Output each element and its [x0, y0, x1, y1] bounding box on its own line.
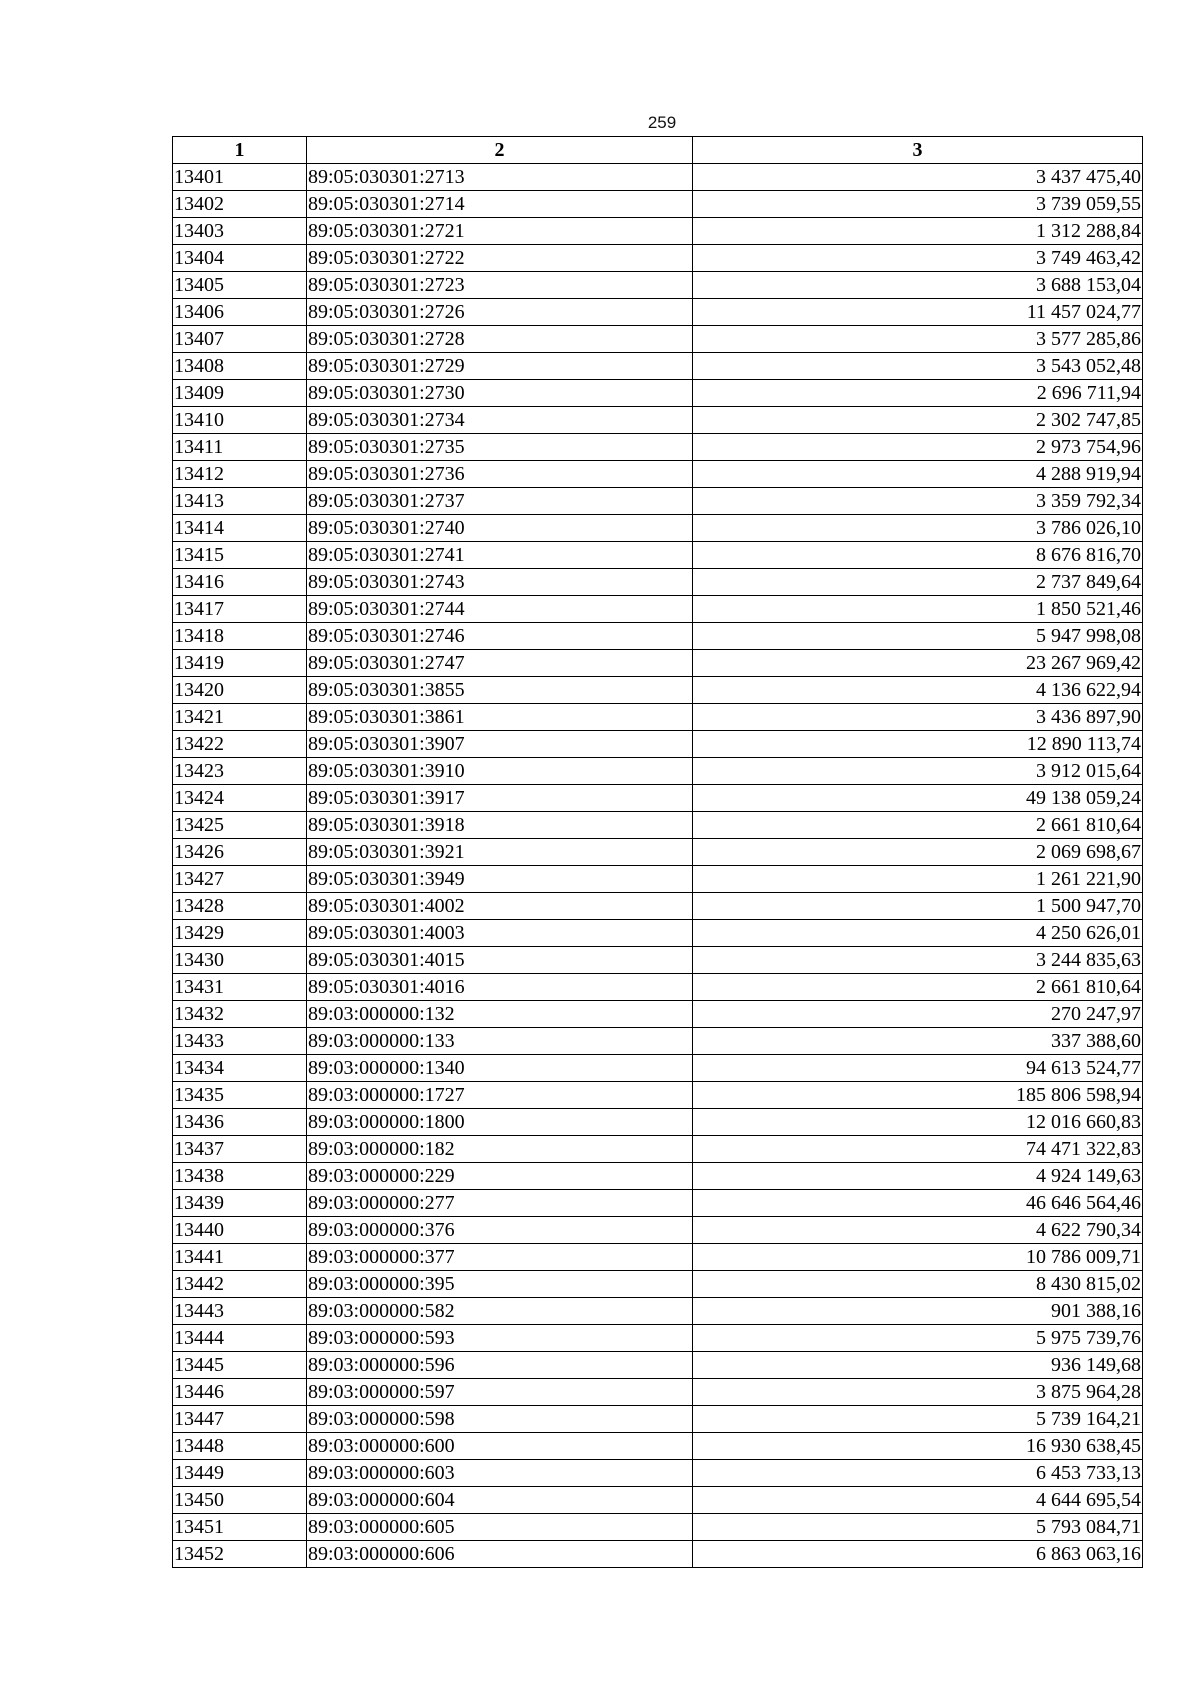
- cadastral-number-cell: 89:05:030301:2734: [307, 407, 693, 434]
- value-cell: 4 622 790,34: [693, 1217, 1143, 1244]
- table-row: [173, 353, 1143, 380]
- value-cell: 12 016 660,83: [693, 1109, 1143, 1136]
- table-row: [173, 407, 1143, 434]
- value-cell: 3 436 897,90: [693, 704, 1143, 731]
- row-number-cell: 13435: [173, 1082, 307, 1109]
- table-row: [173, 1244, 1143, 1271]
- table-row: [173, 1487, 1143, 1514]
- table-row: [173, 623, 1143, 650]
- cadastral-number-cell: 89:05:030301:3921: [307, 839, 693, 866]
- row-number-cell: 13451: [173, 1514, 307, 1541]
- cadastral-number-cell: 89:05:030301:2747: [307, 650, 693, 677]
- cadastral-number-cell: 89:03:000000:596: [307, 1352, 693, 1379]
- table-row: [173, 1136, 1143, 1163]
- table-row: [173, 704, 1143, 731]
- cadastral-number-cell: 89:05:030301:3949: [307, 866, 693, 893]
- value-cell: 3 543 052,48: [693, 353, 1143, 380]
- row-number-cell: 13434: [173, 1055, 307, 1082]
- table-row: [173, 542, 1143, 569]
- cadastral-number-cell: 89:05:030301:2746: [307, 623, 693, 650]
- value-cell: 3 739 059,55: [693, 191, 1143, 218]
- row-number-cell: 13429: [173, 920, 307, 947]
- cadastral-number-cell: 89:05:030301:2726: [307, 299, 693, 326]
- cadastral-number-cell: 89:03:000000:395: [307, 1271, 693, 1298]
- cadastral-number-cell: 89:05:030301:3855: [307, 677, 693, 704]
- row-number-cell: 13446: [173, 1379, 307, 1406]
- row-number-cell: 13444: [173, 1325, 307, 1352]
- row-number-cell: 13401: [173, 164, 307, 191]
- column-header-1: 1: [173, 137, 307, 164]
- cadastral-number-cell: 89:05:030301:2714: [307, 191, 693, 218]
- table-row: [173, 812, 1143, 839]
- table-row: [173, 1271, 1143, 1298]
- cadastral-number-cell: 89:03:000000:582: [307, 1298, 693, 1325]
- row-number-cell: 13418: [173, 623, 307, 650]
- value-cell: 2 661 810,64: [693, 974, 1143, 1001]
- value-cell: 337 388,60: [693, 1028, 1143, 1055]
- cadastral-number-cell: 89:05:030301:2723: [307, 272, 693, 299]
- value-cell: 5 793 084,71: [693, 1514, 1143, 1541]
- value-cell: 936 149,68: [693, 1352, 1143, 1379]
- cadastral-number-cell: 89:05:030301:4002: [307, 893, 693, 920]
- value-cell: 10 786 009,71: [693, 1244, 1143, 1271]
- value-cell: 3 244 835,63: [693, 947, 1143, 974]
- row-number-cell: 13411: [173, 434, 307, 461]
- table-row: [173, 245, 1143, 272]
- row-number-cell: 13449: [173, 1460, 307, 1487]
- value-cell: 5 739 164,21: [693, 1406, 1143, 1433]
- value-cell: 6 863 063,16: [693, 1541, 1143, 1568]
- cadastral-number-cell: 89:03:000000:1800: [307, 1109, 693, 1136]
- row-number-cell: 13423: [173, 758, 307, 785]
- value-cell: 3 688 153,04: [693, 272, 1143, 299]
- cadastral-number-cell: 89:03:000000:133: [307, 1028, 693, 1055]
- cadastral-number-cell: 89:03:000000:606: [307, 1541, 693, 1568]
- cadastral-number-cell: 89:05:030301:4015: [307, 947, 693, 974]
- table-row: [173, 299, 1143, 326]
- table-row: [173, 515, 1143, 542]
- row-number-cell: 13425: [173, 812, 307, 839]
- table-row: [173, 164, 1143, 191]
- row-number-cell: 13412: [173, 461, 307, 488]
- row-number-cell: 13436: [173, 1109, 307, 1136]
- cadastral-number-cell: 89:05:030301:2735: [307, 434, 693, 461]
- table-row: [173, 947, 1143, 974]
- value-cell: 2 737 849,64: [693, 569, 1143, 596]
- table-row: [173, 1109, 1143, 1136]
- row-number-cell: 13413: [173, 488, 307, 515]
- cadastral-number-cell: 89:05:030301:2721: [307, 218, 693, 245]
- table-row: [173, 677, 1143, 704]
- value-cell: 901 388,16: [693, 1298, 1143, 1325]
- table-row: [173, 1379, 1143, 1406]
- table-row: [173, 650, 1143, 677]
- value-cell: 3 912 015,64: [693, 758, 1143, 785]
- table-header-row: [173, 137, 1143, 164]
- row-number-cell: 13405: [173, 272, 307, 299]
- cadastral-number-cell: 89:03:000000:182: [307, 1136, 693, 1163]
- row-number-cell: 13402: [173, 191, 307, 218]
- table-row: [173, 434, 1143, 461]
- cadastral-number-cell: 89:03:000000:376: [307, 1217, 693, 1244]
- value-cell: 2 696 711,94: [693, 380, 1143, 407]
- row-number-cell: 13407: [173, 326, 307, 353]
- value-cell: 2 973 754,96: [693, 434, 1143, 461]
- cadastral-number-cell: 89:05:030301:2744: [307, 596, 693, 623]
- table-row: [173, 1433, 1143, 1460]
- cadastral-number-cell: 89:05:030301:2728: [307, 326, 693, 353]
- row-number-cell: 13442: [173, 1271, 307, 1298]
- row-number-cell: 13416: [173, 569, 307, 596]
- table-body: [173, 164, 1143, 1568]
- table-row: [173, 731, 1143, 758]
- value-cell: 1 500 947,70: [693, 893, 1143, 920]
- value-cell: 3 437 475,40: [693, 164, 1143, 191]
- cadastral-number-cell: 89:03:000000:593: [307, 1325, 693, 1352]
- row-number-cell: 13424: [173, 785, 307, 812]
- value-cell: 4 924 149,63: [693, 1163, 1143, 1190]
- value-cell: 4 136 622,94: [693, 677, 1143, 704]
- table-row: [173, 1163, 1143, 1190]
- table-row: [173, 1055, 1143, 1082]
- table-row: [173, 1190, 1143, 1217]
- value-cell: 5 947 998,08: [693, 623, 1143, 650]
- row-number-cell: 13431: [173, 974, 307, 1001]
- row-number-cell: 13445: [173, 1352, 307, 1379]
- row-number-cell: 13428: [173, 893, 307, 920]
- value-cell: 2 302 747,85: [693, 407, 1143, 434]
- row-number-cell: 13437: [173, 1136, 307, 1163]
- table-row: [173, 866, 1143, 893]
- cadastral-number-cell: 89:05:030301:3907: [307, 731, 693, 758]
- cadastral-number-cell: 89:05:030301:2722: [307, 245, 693, 272]
- page-number: 259: [647, 113, 677, 132]
- row-number-cell: 13450: [173, 1487, 307, 1514]
- table-row: [173, 785, 1143, 812]
- row-number-cell: 13419: [173, 650, 307, 677]
- row-number-cell: 13433: [173, 1028, 307, 1055]
- cadastral-number-cell: 89:05:030301:2741: [307, 542, 693, 569]
- table-row: [173, 1406, 1143, 1433]
- row-number-cell: 13422: [173, 731, 307, 758]
- row-number-cell: 13438: [173, 1163, 307, 1190]
- row-number-cell: 13410: [173, 407, 307, 434]
- value-cell: 5 975 739,76: [693, 1325, 1143, 1352]
- row-number-cell: 13443: [173, 1298, 307, 1325]
- cadastral-number-cell: 89:05:030301:2730: [307, 380, 693, 407]
- value-cell: 3 786 026,10: [693, 515, 1143, 542]
- value-cell: 23 267 969,42: [693, 650, 1143, 677]
- table-row: [173, 596, 1143, 623]
- row-number-cell: 13430: [173, 947, 307, 974]
- table-row: [173, 1541, 1143, 1568]
- cadastral-number-cell: 89:03:000000:604: [307, 1487, 693, 1514]
- cadastral-number-cell: 89:03:000000:598: [307, 1406, 693, 1433]
- row-number-cell: 13427: [173, 866, 307, 893]
- table-row: [173, 1514, 1143, 1541]
- table-row: [173, 488, 1143, 515]
- table-row: [173, 1460, 1143, 1487]
- value-cell: 4 288 919,94: [693, 461, 1143, 488]
- cadastral-number-cell: 89:05:030301:3918: [307, 812, 693, 839]
- value-cell: 2 661 810,64: [693, 812, 1143, 839]
- row-number-cell: 13409: [173, 380, 307, 407]
- row-number-cell: 13448: [173, 1433, 307, 1460]
- cadastral-number-cell: 89:03:000000:377: [307, 1244, 693, 1271]
- table-row: [173, 380, 1143, 407]
- row-number-cell: 13439: [173, 1190, 307, 1217]
- table-row: [173, 191, 1143, 218]
- row-number-cell: 13452: [173, 1541, 307, 1568]
- cadastral-number-cell: 89:03:000000:605: [307, 1514, 693, 1541]
- row-number-cell: 13403: [173, 218, 307, 245]
- value-cell: 1 312 288,84: [693, 218, 1143, 245]
- value-cell: 1 850 521,46: [693, 596, 1143, 623]
- table-row: [173, 569, 1143, 596]
- row-number-cell: 13432: [173, 1001, 307, 1028]
- table-row: [173, 758, 1143, 785]
- row-number-cell: 13440: [173, 1217, 307, 1244]
- value-cell: 12 890 113,74: [693, 731, 1143, 758]
- cadastral-number-cell: 89:05:030301:2736: [307, 461, 693, 488]
- value-cell: 3 577 285,86: [693, 326, 1143, 353]
- cadastral-number-cell: 89:03:000000:132: [307, 1001, 693, 1028]
- table-row: [173, 1082, 1143, 1109]
- value-cell: 94 613 524,77: [693, 1055, 1143, 1082]
- value-cell: 1 261 221,90: [693, 866, 1143, 893]
- column-header-2: 2: [307, 137, 693, 164]
- table-row: [173, 272, 1143, 299]
- row-number-cell: 13426: [173, 839, 307, 866]
- table-row: [173, 1001, 1143, 1028]
- table-row: [173, 461, 1143, 488]
- cadastral-number-cell: 89:05:030301:3861: [307, 704, 693, 731]
- value-cell: 8 676 816,70: [693, 542, 1143, 569]
- value-cell: 46 646 564,46: [693, 1190, 1143, 1217]
- value-cell: 74 471 322,83: [693, 1136, 1143, 1163]
- row-number-cell: 13414: [173, 515, 307, 542]
- cadastral-number-cell: 89:05:030301:3910: [307, 758, 693, 785]
- column-header-3: 3: [693, 137, 1143, 164]
- row-number-cell: 13415: [173, 542, 307, 569]
- cadastral-number-cell: 89:05:030301:4016: [307, 974, 693, 1001]
- value-cell: 270 247,97: [693, 1001, 1143, 1028]
- cadastral-number-cell: 89:03:000000:600: [307, 1433, 693, 1460]
- table-row: [173, 893, 1143, 920]
- row-number-cell: 13441: [173, 1244, 307, 1271]
- value-cell: 49 138 059,24: [693, 785, 1143, 812]
- value-cell: 6 453 733,13: [693, 1460, 1143, 1487]
- value-cell: 3 749 463,42: [693, 245, 1143, 272]
- table-row: [173, 326, 1143, 353]
- table-row: [173, 1298, 1143, 1325]
- table-row: [173, 218, 1143, 245]
- value-cell: 16 930 638,45: [693, 1433, 1143, 1460]
- cadastral-number-cell: 89:03:000000:277: [307, 1190, 693, 1217]
- cadastral-number-cell: 89:03:000000:597: [307, 1379, 693, 1406]
- cadastral-number-cell: 89:05:030301:2729: [307, 353, 693, 380]
- cadastral-number-cell: 89:05:030301:2743: [307, 569, 693, 596]
- cadastral-number-cell: 89:05:030301:2713: [307, 164, 693, 191]
- value-cell: 4 250 626,01: [693, 920, 1143, 947]
- value-cell: 2 069 698,67: [693, 839, 1143, 866]
- cadastral-number-cell: 89:03:000000:229: [307, 1163, 693, 1190]
- table-row: [173, 1028, 1143, 1055]
- row-number-cell: 13447: [173, 1406, 307, 1433]
- data-table: [172, 136, 1143, 1568]
- table-row: [173, 1217, 1143, 1244]
- row-number-cell: 13406: [173, 299, 307, 326]
- row-number-cell: 13421: [173, 704, 307, 731]
- value-cell: 11 457 024,77: [693, 299, 1143, 326]
- value-cell: 4 644 695,54: [693, 1487, 1143, 1514]
- cadastral-number-cell: 89:05:030301:3917: [307, 785, 693, 812]
- row-number-cell: 13408: [173, 353, 307, 380]
- value-cell: 3 875 964,28: [693, 1379, 1143, 1406]
- cadastral-number-cell: 89:05:030301:2737: [307, 488, 693, 515]
- table-row: [173, 974, 1143, 1001]
- row-number-cell: 13404: [173, 245, 307, 272]
- table-row: [173, 839, 1143, 866]
- row-number-cell: 13420: [173, 677, 307, 704]
- table-row: [173, 1325, 1143, 1352]
- row-number-cell: 13417: [173, 596, 307, 623]
- value-cell: 3 359 792,34: [693, 488, 1143, 515]
- cadastral-number-cell: 89:05:030301:4003: [307, 920, 693, 947]
- cadastral-number-cell: 89:03:000000:603: [307, 1460, 693, 1487]
- table-row: [173, 920, 1143, 947]
- cadastral-number-cell: 89:03:000000:1340: [307, 1055, 693, 1082]
- cadastral-number-cell: 89:05:030301:2740: [307, 515, 693, 542]
- value-cell: 8 430 815,02: [693, 1271, 1143, 1298]
- cadastral-number-cell: 89:03:000000:1727: [307, 1082, 693, 1109]
- value-cell: 185 806 598,94: [693, 1082, 1143, 1109]
- table-row: [173, 1352, 1143, 1379]
